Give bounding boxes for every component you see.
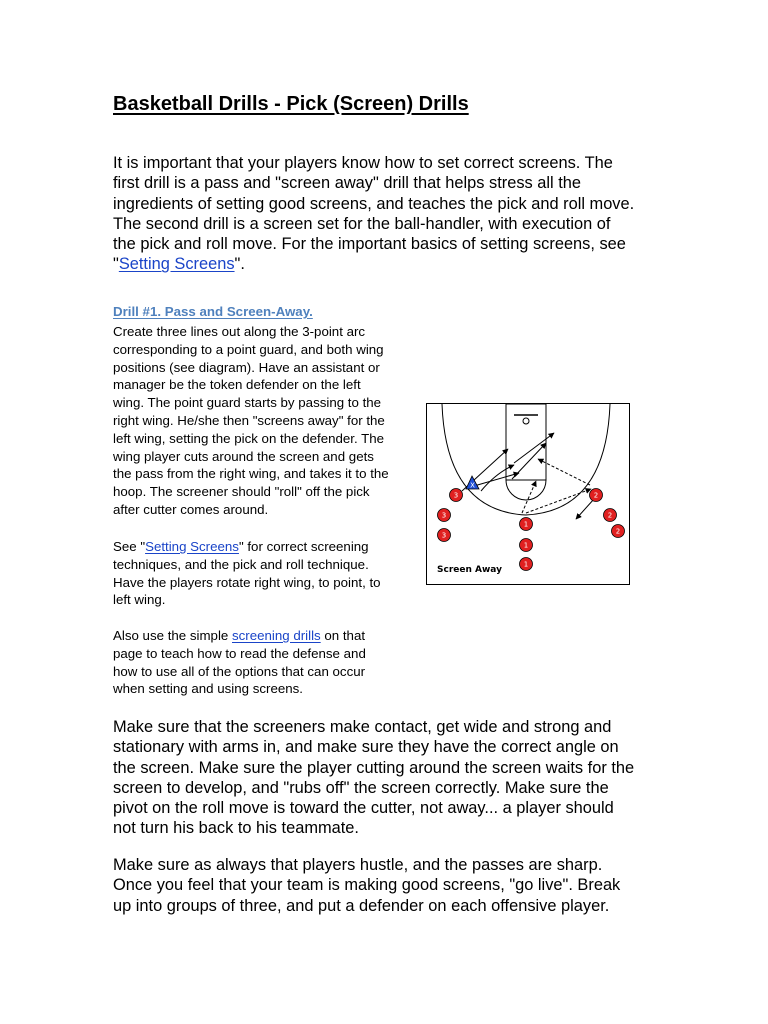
- see-prefix: See ": [113, 539, 146, 554]
- screeners-line: stationary with arms in, and make sure they have the correct angle on: [113, 738, 619, 757]
- also-line: how to use all of the options that can occur: [113, 663, 366, 679]
- drill-line: right wing. He/she then "screens away" for the: [113, 412, 385, 428]
- intro-line: first drill is a pass and "screen away" drill that helps stress all the: [113, 174, 582, 193]
- svg-text:1: 1: [523, 520, 529, 529]
- drill-line: Create three lines out along the 3-point arc: [113, 324, 366, 339]
- svg-text:3: 3: [441, 511, 447, 520]
- hustle-line: up into groups of three, and put a defender on each offensive player.: [113, 896, 610, 915]
- screeners-paragraph: [113, 717, 634, 839]
- player-point-line-1: [520, 539, 533, 552]
- svg-text:3: 3: [441, 531, 447, 540]
- player-right-wing: [590, 489, 603, 502]
- court-svg: [426, 403, 630, 585]
- screeners-line: pivot on the roll move is toward the cutter, not away... a player should: [113, 799, 614, 818]
- screeners-line: Make sure that the screeners make contact, get wide and strong and: [113, 718, 612, 736]
- see-line: left wing.: [113, 592, 166, 608]
- see-line-first: [113, 538, 381, 556]
- intro-line: ingredients of setting good screens, and teaches the pick and roll move.: [113, 194, 635, 213]
- player-left-wing: [450, 489, 463, 502]
- intro-line: The second drill is a screen set for the ball-handler, with execution of: [113, 214, 611, 233]
- svg-text:1: 1: [523, 560, 529, 569]
- page-title: Basketball Drills - Pick (Screen) Drills: [113, 93, 469, 115]
- see-setting-screens-paragraph: [113, 538, 381, 609]
- player-point: [520, 518, 533, 531]
- drill-1-paragraph: [113, 323, 389, 519]
- player-point-line-2: [520, 558, 533, 571]
- svg-text:2: 2: [593, 491, 599, 500]
- setting-screens-link-2[interactable]: Setting Screens: [145, 539, 239, 554]
- setting-screens-link[interactable]: Setting Screens: [118, 255, 235, 274]
- diagram-label: Screen Away: [437, 565, 502, 575]
- player-left-line-2: [438, 529, 451, 542]
- also-suffix: on that: [320, 628, 366, 643]
- drill-line: after cutter comes around.: [113, 501, 269, 517]
- drill-line: left wing, setting the pick on the defender. The: [113, 430, 385, 446]
- drill-line: corresponding to a point guard, and both wing: [113, 341, 384, 357]
- drill-line: wing player cuts around the screen and gets: [113, 448, 374, 464]
- drill-line: the pass from the right wing, and takes it to the: [113, 466, 389, 482]
- svg-text:2: 2: [607, 511, 613, 520]
- hustle-paragraph: [113, 855, 620, 916]
- drill-line: manager be the token defender on the left: [113, 377, 361, 393]
- player-left-line-1: [438, 509, 451, 522]
- intro-line: the pick and roll move. For the important basics of setting screens, see: [113, 235, 626, 254]
- player-right-line-1: [604, 509, 617, 522]
- svg-text:3: 3: [453, 491, 459, 500]
- intro-line: It is important that your players know how to set correct screens. The: [113, 154, 613, 172]
- screeners-line: screen to develop, and "rubs off" the screen correctly. Make sure the: [113, 778, 609, 797]
- drill-line: hoop. The screener should "roll" off the pick: [113, 484, 370, 500]
- defender-mark: X: [470, 481, 475, 490]
- hustle-line: Once you feel that your team is making good screens, "go live". Break: [113, 876, 621, 895]
- hustle-line: Make sure as always that players hustle, and the passes are sharp.: [113, 856, 603, 874]
- see-line: Have the players rotate right wing, to point, to: [113, 574, 381, 590]
- svg-text:1: 1: [523, 541, 529, 550]
- screening-drills-link[interactable]: screening drills: [232, 628, 321, 643]
- also-use-paragraph: [113, 627, 366, 698]
- screeners-line: not turn his back to his teammate.: [113, 819, 359, 838]
- intro-line-last: [113, 254, 673, 274]
- drill-line: wing. The point guard starts by passing to the: [113, 395, 382, 411]
- also-line: page to teach how to read the defense and: [113, 645, 366, 661]
- drill-1-heading: Drill #1. Pass and Screen-Away.: [113, 304, 313, 319]
- screen-away-diagram: [426, 403, 630, 585]
- quote-close: ".: [234, 255, 245, 274]
- see-suffix: " for correct screening: [238, 539, 369, 554]
- also-prefix: Also use the simple: [113, 628, 232, 643]
- drill-line: positions (see diagram). Have an assistant or: [113, 359, 380, 375]
- quote-open: ": [113, 255, 119, 274]
- also-line-first: [113, 627, 366, 645]
- also-line: when setting and using screens.: [113, 681, 303, 697]
- screeners-line: the screen. Make sure the player cutting around the screen waits for the: [113, 758, 635, 777]
- svg-text:2: 2: [615, 527, 621, 536]
- see-line: techniques, and the pick and roll technique.: [113, 556, 369, 572]
- intro-paragraph: [113, 153, 673, 275]
- player-right-line-2: [612, 525, 625, 538]
